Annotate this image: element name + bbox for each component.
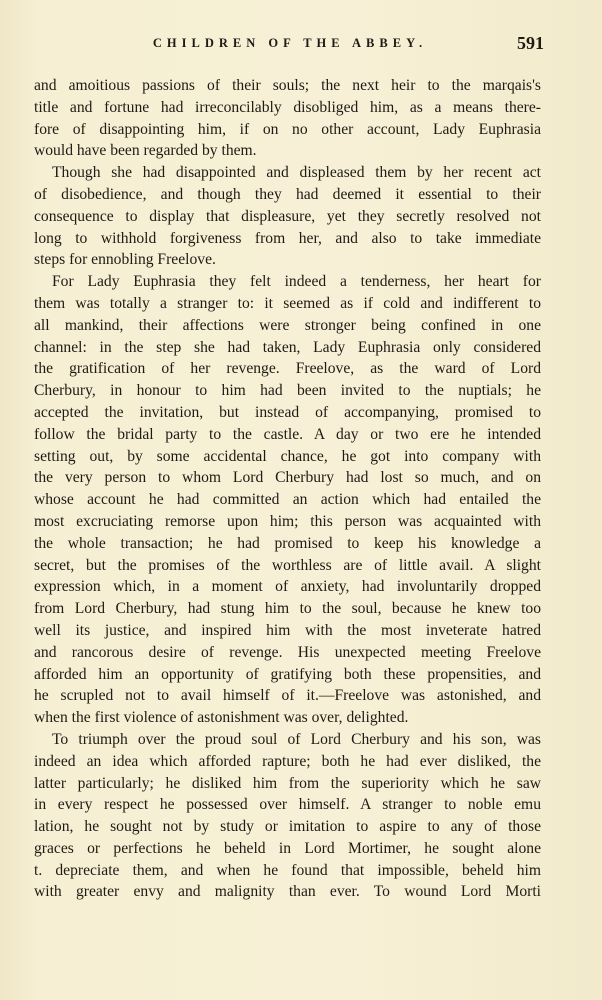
text-line: fore of disappointing him, if on no other account, Lady Euphrasia: [34, 120, 541, 138]
body-text: [34, 75, 541, 903]
text-line: channel: in the step she had taken, Lady Euphrasia only considered: [34, 338, 541, 356]
text-line: expression which, in a moment of anxiety, had involuntarily dropped: [34, 578, 541, 596]
text-line: indeed an idea which afforded rapture; both he had ever disliked, the: [34, 752, 541, 770]
text-line: all mankind, their affections were stronger being confined in one: [34, 316, 541, 334]
text-line: most excruciating remorse upon him; this person was acquainted with: [34, 512, 541, 530]
text-line: graces or perfections he beheld in Lord Mortimer, he sought alone: [34, 839, 541, 857]
text-line: and rancorous desire of revenge. His unexpected meeting Freelove: [34, 643, 541, 661]
text-line: accepted the invitation, but instead of accompanying, promised to: [34, 403, 541, 421]
text-line: in every respect he possessed over himself. A stranger to noble emu: [34, 796, 541, 814]
page-number: 591: [517, 33, 544, 53]
text-line: Cherbury, in honour to him had been invited to the nuptials; he: [34, 382, 541, 400]
text-line: of disobedience, and though they had deemed it essential to their: [34, 185, 541, 203]
text-line: the gratification of her revenge. Freelove, as the ward of Lord: [34, 360, 541, 378]
text-line: consequence to display that displeasure, yet they secretly resolved not: [34, 207, 541, 225]
running-title: CHILDREN OF THE ABBEY.: [152, 36, 428, 50]
text-line: would have been regarded by them.: [34, 142, 257, 160]
text-line: he scrupled not to avail himself of it.—Freelove was astonished, and: [34, 687, 541, 705]
text-line: when the first violence of astonishment was over, delighted.: [34, 709, 409, 727]
text-line: Though she had disappointed and displeased them by her recent act: [52, 164, 541, 182]
text-line: follow the bridal party to the castle. A day or two ere he intended: [34, 425, 541, 443]
text-line: latter particularly; he disliked him from the superiority which he saw: [34, 774, 541, 792]
text-line: afforded him an opportunity of gratifying both these propensities, and: [34, 665, 541, 683]
text-line: long to withhold forgiveness from her, and also to take immediate: [34, 229, 541, 247]
text-line: To triumph over the proud soul of Lord Cherbury and his son, was: [52, 730, 541, 748]
text-line: whose account he had committed an action which had entailed the: [34, 491, 541, 509]
text-line: the very person to whom Lord Cherbury had lost so much, and on: [34, 469, 541, 487]
text-line: from Lord Cherbury, had stung him to the soul, because he knew too: [34, 600, 541, 618]
text-line: setting out, by some accidental chance, he got into company with: [34, 447, 541, 465]
text-line: them was totally a stranger to: it seemed as if cold and indifferent to: [34, 294, 541, 312]
text-line: with greater envy and malignity than ever. To wound Lord Morti: [34, 883, 541, 901]
text-line: well its justice, and inspired him with the most inveterate hatred: [34, 621, 541, 639]
text-line: secret, but the promises of the worthless are of little avail. A slight: [34, 556, 541, 574]
text-line: steps for ennobling Freelove.: [34, 251, 216, 269]
text-line: the whole transaction; he had promised to keep his knowledge a: [34, 534, 541, 552]
text-line: lation, he sought not by study or imitation to aspire to any of those: [34, 818, 541, 836]
text-line: t. depreciate them, and when he found that impossible, beheld him: [34, 861, 541, 879]
text-line: title and fortune had irreconcilably disobliged him, as a means there-: [34, 98, 541, 116]
text-line: For Lady Euphrasia they felt indeed a tenderness, her heart for: [52, 273, 541, 291]
text-line: and amoitious passions of their souls; the next heir to the marqais's: [34, 77, 541, 94]
